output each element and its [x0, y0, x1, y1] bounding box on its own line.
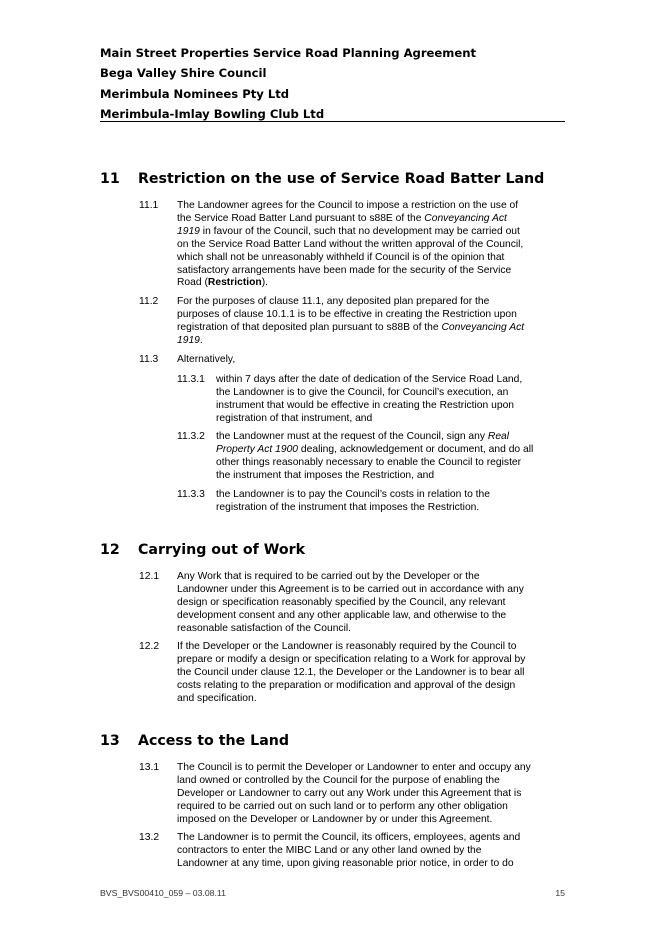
clause-line: the Service Road Batter Land pursuant to s88E of the Conveyancing Act [177, 212, 507, 224]
clause-line: Alternatively, [177, 354, 236, 365]
clause-number: 13.1 [139, 762, 160, 773]
clause-text [177, 762, 569, 827]
clause-line: the Landowner must at the request of the Council, sign any Real [216, 431, 510, 442]
clause-line: costs relating to the preparation or modification and approval of the design [177, 679, 516, 691]
header-divider [100, 121, 565, 122]
clause-line: the Landowner is to give the Council, for Council’s execution, an [216, 386, 509, 398]
clause-line: development consent and any other applicable law, and otherwise to the [177, 609, 507, 621]
clause-line: For the purposes of clause 11.1, any deposited plan prepared for the [177, 296, 490, 307]
section-heading [100, 541, 565, 559]
clause-line: contractors to enter the MIBC Land or any other land owned by the [177, 844, 482, 856]
clause-line: The Landowner is to permit the Council, its officers, employees, agents and [177, 832, 521, 843]
clause-line: reasonable satisfaction of the Council. [177, 622, 352, 634]
clause-text [177, 200, 569, 290]
clause-line: the Landowner is to pay the Council’s costs in relation to the [216, 489, 490, 500]
section-number: 12 [100, 542, 120, 558]
header-party-council: Bega Valley Shire Council [100, 66, 267, 81]
subclause-number: 11.3.2 [177, 431, 205, 442]
clause-line: Landowner under this Agreement is to be carried out in accordance with any [177, 583, 524, 595]
page-number: 15 [555, 888, 565, 898]
subclause-text [216, 431, 568, 483]
clause-number: 11.2 [139, 296, 159, 307]
document-header [100, 44, 565, 125]
clause-line: and specification. [177, 692, 257, 704]
clause-line: prepare or modify a design or specification relating to a Work for approval by [177, 653, 526, 665]
clause-line: required to be carried out on such land or to perform any other obligation [177, 800, 508, 812]
clause-line: other things reasonably necessary to enable the Council to register [216, 456, 522, 468]
clause-line: The Council is to permit the Developer or Landowner to enter and occupy any [177, 762, 531, 773]
clause-line: Road (Restriction). [177, 277, 268, 289]
clause-line: the Council under clause 12.1, the Developer or the Landowner is to bear all [177, 666, 525, 678]
clause-line: which shall not be unreasonably withheld if Council is of the opinion that [177, 251, 505, 263]
section-number: 13 [100, 733, 120, 749]
clause-line: 1919 in favour of the Council, such that no development may be carried out [177, 225, 520, 237]
subclause-number: 11.3.1 [177, 374, 205, 385]
clause-line: satisfactory arrangements have been made for the security of the Service [177, 264, 512, 276]
clause-text [177, 296, 569, 348]
section-heading [100, 170, 565, 188]
clause-line: within 7 days after the date of dedication of the Service Road Land, [216, 374, 523, 385]
clause-line: registration of that deposited plan pursuant to s88B of the Conveyancing Act [177, 321, 525, 333]
clause-line: registration of that instrument, and [216, 412, 373, 424]
section-heading [100, 732, 565, 750]
header-party-nominees: Merimbula Nominees Pty Ltd [100, 86, 290, 101]
clause-line: Any Work that is required to be carried out by the Developer or the [177, 571, 480, 582]
clause-line: land owned or controlled by the Council for the purpose of enabling the [177, 774, 500, 786]
clause-line: If the Developer or the Landowner is reasonably required by the Council to [177, 641, 517, 652]
section-title: Carrying out of Work [138, 542, 306, 558]
subclause-text [216, 489, 568, 515]
clause-number: 12.2 [139, 641, 160, 652]
clause-text [177, 571, 569, 636]
clause-text [177, 832, 569, 871]
clause-number: 12.1 [139, 571, 160, 582]
section-title: Access to the Land [138, 733, 290, 749]
clause-number: 11.3 [139, 354, 159, 365]
defined-term: Restriction [207, 277, 262, 289]
clause-line: design or specification reasonably specified by the Council, any relevant [177, 596, 506, 608]
clause-line: on the Service Road Batter Land without the written approval of the Council, [177, 238, 524, 250]
clause-line: Property Act 1900 dealing, acknowledgement or document, and do all [216, 443, 534, 455]
clause-line: 1919. [177, 334, 203, 346]
clause-line: Landowner at any time, upon giving reasonable prior notice, in order to do [177, 857, 514, 869]
clause-line: Developer or Landowner to carry out any Work under this Agreement that is [177, 787, 522, 799]
section-title: Restriction on the use of Service Road Batter Land [138, 171, 545, 187]
clause-line: imposed on the Developer or Landowner by or under this Agreement. [177, 813, 493, 825]
clause-line: the instrument that imposes the Restriction, and [216, 469, 435, 481]
subclause-number: 11.3.3 [177, 489, 205, 500]
subclause-text [216, 374, 568, 426]
section-number: 11 [100, 171, 120, 187]
clause-line: The Landowner agrees for the Council to impose a restriction on the use of [177, 200, 519, 211]
clause-text [177, 354, 569, 367]
clause-number: 13.2 [139, 832, 160, 843]
clause-line: purposes of clause 10.1.1 is to be effective in creating the Restriction upon [177, 308, 517, 320]
header-title: Main Street Properties Service Road Planning Agreement [100, 46, 477, 60]
header-party-bowling-club: Merimbula-Imlay Bowling Club Ltd [100, 106, 325, 121]
clause-text [177, 641, 569, 706]
clause-line: instrument that would be effective in creating the Restriction upon [216, 399, 515, 411]
clause-line: registration of the instrument that imposes the Restriction. [216, 501, 480, 513]
clause-number: 11.1 [139, 200, 159, 211]
document-reference: BVS_BVS00410_059 – 03.08.11 [100, 888, 226, 898]
